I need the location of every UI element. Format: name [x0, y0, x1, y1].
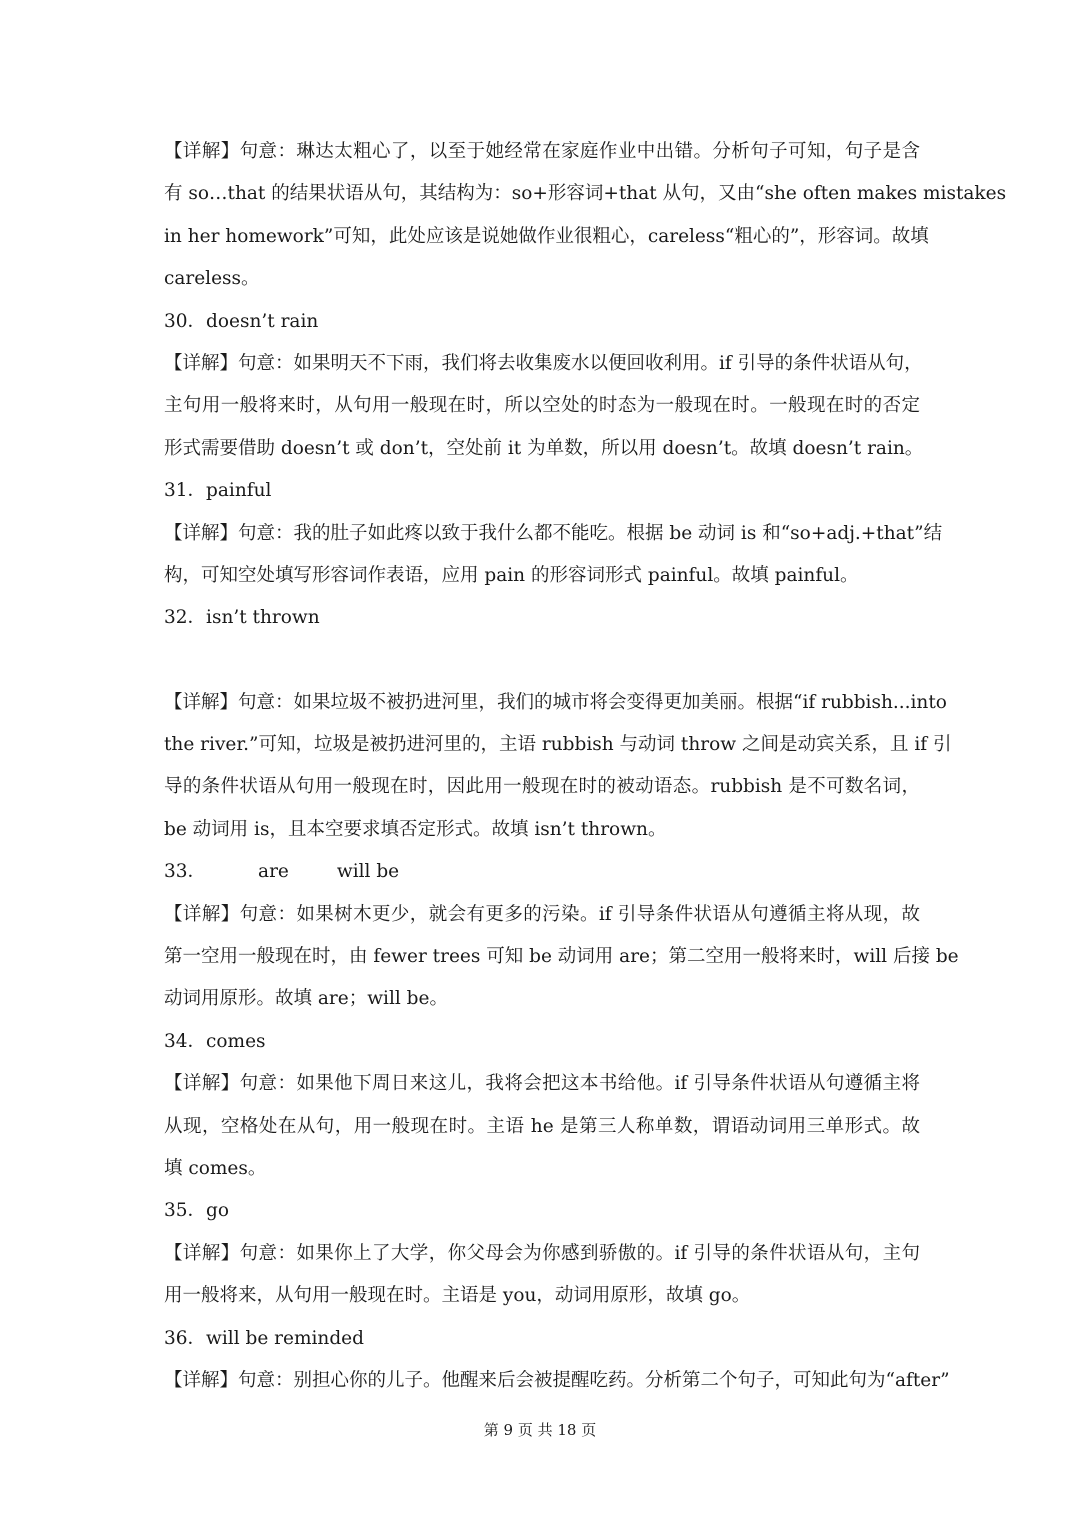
- explanation-31-line-2: 构，可知空处填写形容词作表语，应用 pain 的形容词形式 painful。故填 painful。: [164, 564, 859, 586]
- explanation-29-line-1: 【详解】句意：琳达太粗心了，以至于她经常在家庭作业中出错。分析句子可知，句子是含: [164, 141, 920, 162]
- page-footer: 第 9 页 共 18 页: [483, 1421, 597, 1439]
- answer-30: 30．doesn’t rain: [164, 310, 319, 332]
- explanation-31-line-1: 【详解】句意：我的肚子如此疼以致于我什么都不能吃。根据 be 动词 is 和“so+adj.+that”结: [164, 522, 943, 544]
- answer-33-blank-1: are: [258, 861, 289, 883]
- explanation-34-line-2: 从现，空格处在从句，用一般现在时。主语 he 是第三人称单数，谓语动词用三单形式。故: [164, 1115, 920, 1137]
- explanation-33-line-3: 动词用原形。故填 are；will be。: [164, 988, 448, 1010]
- answer-34: 34．comes: [164, 1030, 266, 1052]
- explanation-33-line-1: 【详解】句意：如果树木更少，就会有更多的污染。if 引导条件状语从句遵循主将从现，故: [164, 903, 920, 925]
- explanation-36-line-1: 【详解】句意：别担心你的儿子。他醒来后会被提醒吃药。分析第二个句子，可知此句为“after”: [164, 1369, 950, 1391]
- explanation-30-line-3: 形式需要借助 doesn’t 或 don’t，空处前 it 为单数，所以用 doesn’t。故填 doesn’t rain。: [164, 437, 924, 459]
- explanation-29-line-4: careless。: [164, 268, 260, 290]
- explanation-34-line-1: 【详解】句意：如果他下周日来这儿，我将会把这本书给他。if 引导条件状语从句遵循主将: [164, 1073, 920, 1095]
- explanation-34-line-3: 填 comes。: [164, 1157, 267, 1179]
- explanation-35-line-2: 用一般将来，从句用一般现在时。主语是 you，动词用原形，故填 go。: [164, 1285, 751, 1307]
- explanation-29-line-2: 有 so…that 的结果状语从句，其结构为：so+形容词+that 从句，又由“she often makes mistakes: [164, 183, 1007, 205]
- explanation-32-line-2: the river.”可知，垃圾是被扔进河里的，主语 rubbish 与动词 throw 之间是动宾关系，且 if 引: [164, 734, 952, 756]
- explanation-30-line-1: 【详解】句意：如果明天不下雨，我们将去收集废水以便回收利用。if 引导的条件状语从句，: [164, 352, 923, 374]
- explanation-32-line-1: 【详解】句意：如果垃圾不被扔进河里，我们的城市将会变得更加美丽。根据“if rubbish...into: [164, 691, 947, 713]
- answer-35: 35．go: [164, 1200, 230, 1222]
- blank-gap: [164, 640, 920, 682]
- answer-32: 32．isn’t thrown: [164, 607, 320, 629]
- answer-explanations: [164, 131, 1007, 1402]
- explanation-29-line-3: in her homework”可知，此处应该是说她做作业很粗心，careless“粗心的”，形容词。故填: [164, 225, 929, 247]
- answer-33-blank-2: will be: [336, 861, 400, 883]
- answer-36: 36．will be reminded: [164, 1327, 364, 1349]
- explanation-33-line-2: 第一空用一般现在时，由 fewer trees 可知 be 动词用 are；第二空用一般将来时，will 后接 be: [164, 946, 959, 968]
- explanation-32-line-4: be 动词用 is，且本空要求填否定形式。故填 isn’t thrown。: [164, 818, 667, 840]
- answer-33: [164, 851, 920, 893]
- explanation-32-line-3: 导的条件状语从句用一般现在时，因此用一般现在时的被动语态。rubbish 是不可数名词，: [164, 776, 920, 798]
- explanation-35-line-1: 【详解】句意：如果你上了大学，你父母会为你感到骄傲的。if 引导的条件状语从句，主句: [164, 1242, 920, 1264]
- answer-31: 31．painful: [164, 480, 272, 502]
- answer-33-number: 33．: [164, 861, 207, 883]
- explanation-30-line-2: 主句用一般将来时，从句用一般现在时，所以空处的时态为一般现在时。一般现在时的否定: [164, 395, 920, 417]
